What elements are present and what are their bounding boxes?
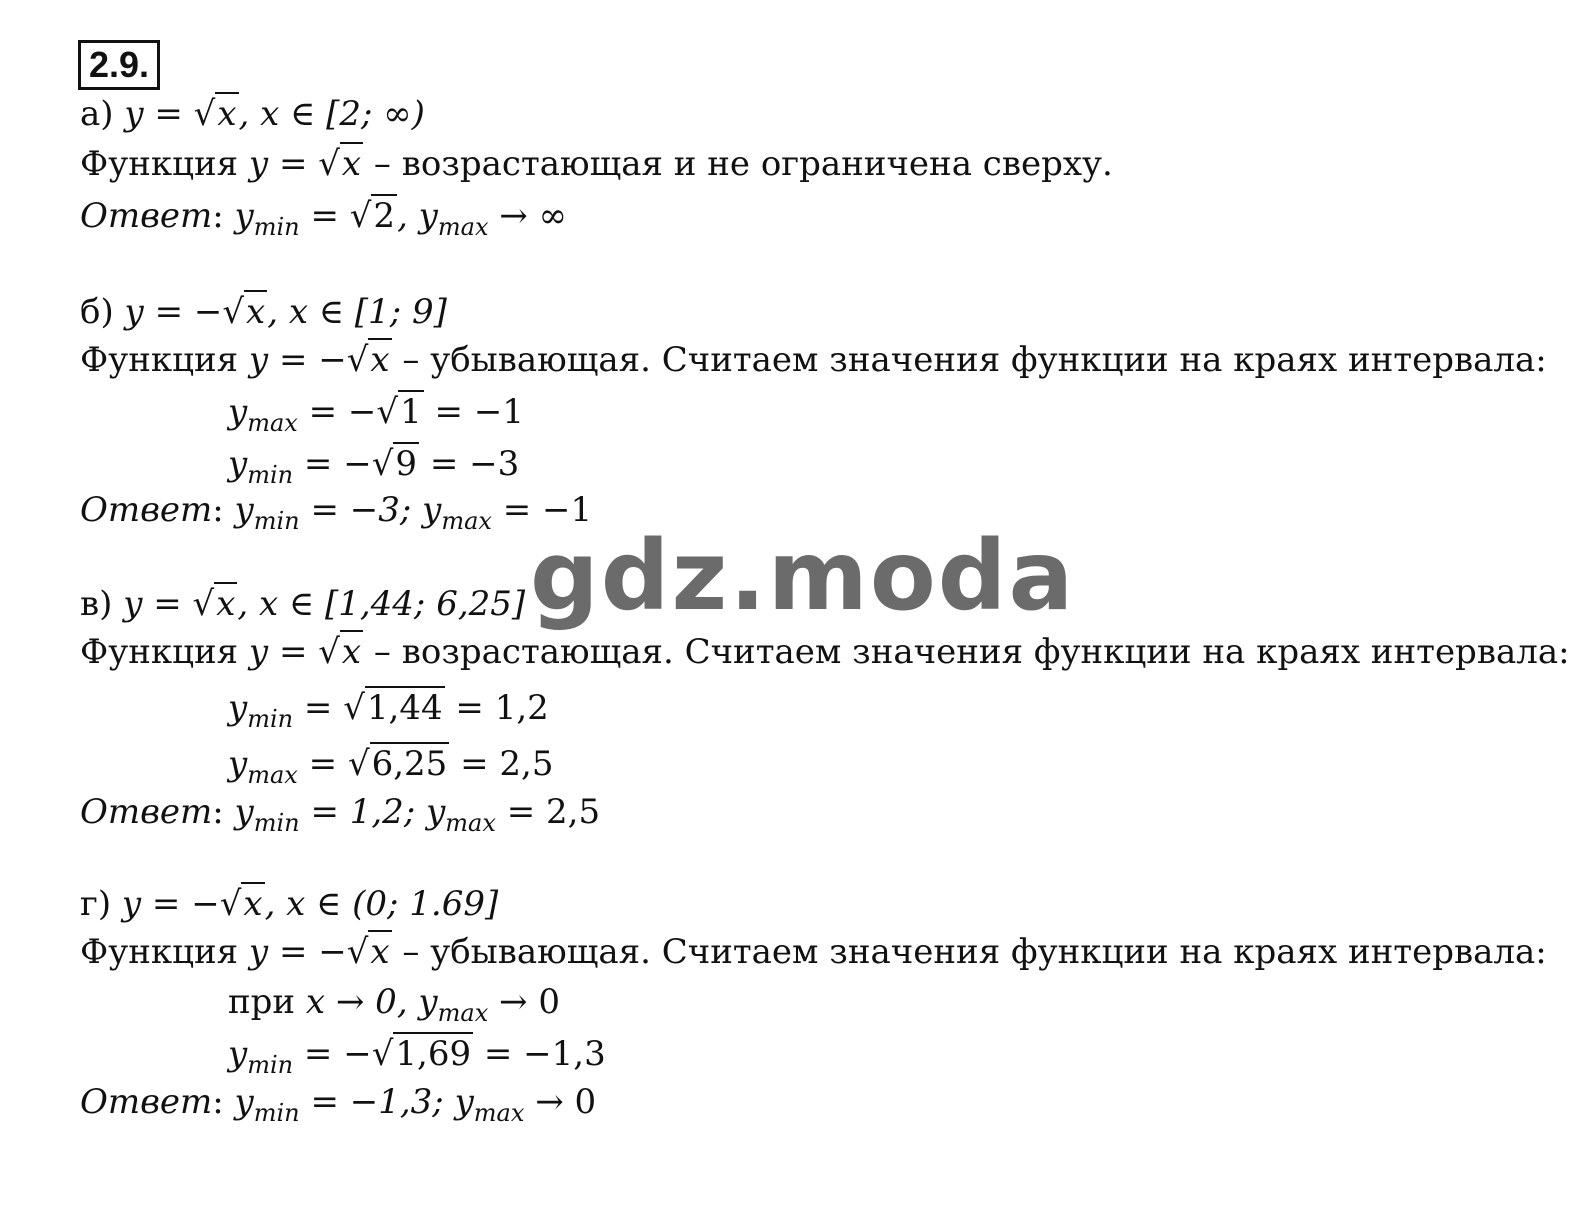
part-b-condition: б) y = −√x, x ∈ [1; 9] — [80, 292, 447, 332]
sqrt-symbol: √x — [346, 932, 390, 972]
answer-word: Ответ — [80, 490, 213, 530]
sqrt-symbol: √x — [318, 144, 362, 184]
sqrt-symbol: √6,25 — [347, 744, 448, 784]
part-c-description: Функция y = √x – возрастающая. Считаем значения функции на краях интервала: — [80, 632, 1570, 672]
part-a-label: а) — [80, 94, 114, 134]
problem-number: 2.9. — [78, 40, 160, 90]
sqrt-symbol: √x — [192, 584, 236, 624]
part-c-label: в) — [80, 584, 113, 624]
sqrt-symbol: √x — [193, 94, 237, 134]
part-c-calc-max: $y_{max} = √6,25 = 2,5$ — [228, 744, 554, 789]
sqrt-symbol: √2 — [349, 196, 396, 236]
part-c-answer: Ответ: $y_{min} = 1,2$; $y_{max} = 2,5$ — [80, 792, 601, 837]
answer-word: Ответ — [80, 196, 213, 236]
part-d-calc-max: при x → 0, $y_{max} \to 0$ — [228, 982, 560, 1027]
sqrt-symbol: √x — [346, 340, 390, 380]
sqrt-symbol: √1,69 — [371, 1034, 472, 1074]
sqrt-symbol: √1 — [376, 392, 422, 432]
sqrt-symbol: √x — [219, 884, 263, 924]
part-d-label: г) — [80, 884, 112, 924]
part-d-answer: Ответ: $y_{min} = -1,3$; $y_{max} \to 0$ — [80, 1082, 597, 1127]
answer-word: Ответ — [80, 792, 213, 832]
part-a-description: Функция y = √x – возрастающая и не ограничена сверху. — [80, 144, 1113, 184]
part-d-calc-min: $y_{min} = -√1,69 = -1,3$ — [228, 1034, 606, 1079]
part-c-condition: в) y = √x, x ∈ [1,44; 6,25] — [80, 584, 526, 624]
sqrt-symbol: √x — [222, 292, 266, 332]
part-b-calc-min: $y_{min} = -√9 = -3$ — [228, 444, 520, 489]
sqrt-symbol: √1,44 — [343, 688, 443, 728]
watermark: gdz.moda — [530, 520, 1076, 632]
sqrt-symbol: √9 — [371, 444, 418, 484]
part-b-calc-max: $y_{max} = -√1 = -1$ — [228, 392, 524, 437]
part-b-label: б) — [80, 292, 114, 332]
part-b-answer: Ответ: $y_{min} = -3$; $y_{max} = -1$ — [80, 490, 593, 535]
part-c-calc-min: $y_{min} = √1,44 = 1,2$ — [228, 688, 549, 733]
sqrt-symbol: √x — [318, 632, 362, 672]
part-d-description: Функция y = −√x – убывающая. Считаем значения функции на краях интервала: — [80, 932, 1547, 972]
part-a-condition: а) y = √x, x ∈ [2; ∞) — [80, 94, 425, 134]
part-b-description: Функция y = −√x – убывающая. Считаем значения функции на краях интервала: — [80, 340, 1547, 380]
answer-word: Ответ — [80, 1082, 213, 1122]
part-d-condition: г) y = −√x, x ∈ (0; 1.69] — [80, 884, 499, 924]
part-a-answer: Ответ: $y_{min} = √2$, $y_{max}$ → ∞ — [80, 196, 567, 241]
